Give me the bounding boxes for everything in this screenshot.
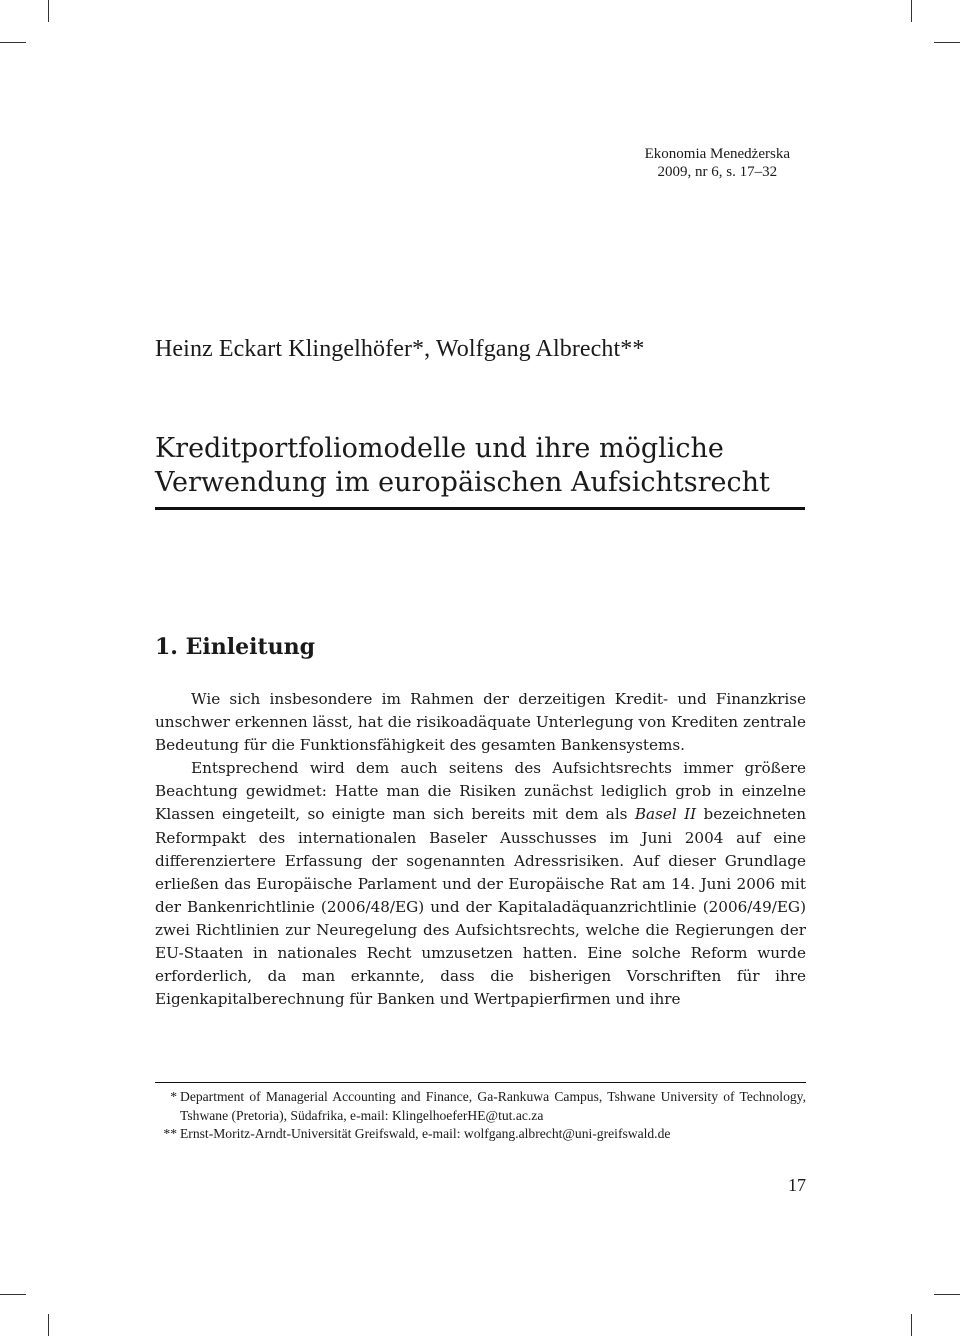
article-title-line-2: Verwendung im europäischen Aufsichtsrecht: [155, 467, 770, 498]
footnote-1: [155, 1088, 806, 1125]
footnotes: [155, 1088, 806, 1144]
title-rule: [155, 507, 805, 510]
crop-mark-bottom-right: [911, 1314, 912, 1336]
crop-mark-bottom-left-horizontal: [0, 1294, 26, 1295]
page-number: 17: [788, 1175, 806, 1195]
crop-mark-bottom-right-horizontal: [934, 1294, 960, 1295]
section-heading: 1. Einleitung: [155, 634, 315, 660]
article-title: [155, 432, 805, 500]
footnote-1-text: Department of Managerial Accounting and Finance, Ga-Rankuwa Campus, Tshwane University of Technology, Tshwane (Pretoria), Südafrika, e-mail: KlingelhoeferHE@tut.ac.za: [180, 1089, 806, 1123]
crop-mark-top-right-horizontal: [934, 42, 960, 43]
crop-mark-top-left: [48, 0, 49, 22]
journal-citation: [645, 145, 790, 181]
footnote-rule: [155, 1082, 806, 1083]
paragraph-2-emphasis: Basel II: [634, 805, 697, 824]
crop-mark-top-left-horizontal: [0, 42, 26, 43]
paragraph-2-part-b: bezeichneten Reformpakt des internationalen Baseler Ausschusses im Juni 2004 auf eine differenziertere Erfassung der sogenannten Adressrisiken. Auf dieser Grundlage erließen das Europäische Parlament und der Europäische Rat am 14. Juni 2006 mit der Bankenrichtlinie (2006/48/EG) und der Kapitaladäquanzrichtlinie (2006/49/EG) zwei Richtlinien zur Neuregelung des Aufsichtsrechts, welche die Regierungen der EU-Staaten in nationales Recht umzusetzen hatten. Eine solche Reform wurde erforderlich, da man erkannte, dass die bisherigen Vorschriften für ihre Eigenkapitalberechnung für Banken und Wertpapierfirmen und ihre: [155, 805, 806, 1009]
journal-issue: 2009, nr 6, s. 17–32: [657, 164, 778, 180]
footnote-2-text: Ernst-Moritz-Arndt-Universität Greifswald, e-mail: wolfgang.albrecht@uni-greifswald.de: [180, 1126, 671, 1141]
body-text: [155, 688, 806, 1011]
authors: Heinz Eckart Klingelhöfer*, Wolfgang Albrecht**: [155, 336, 645, 362]
crop-mark-top-right: [911, 0, 912, 22]
paragraph-2: [155, 757, 806, 1011]
paragraph-2-part-a: Entsprechend wird dem auch seitens des Aufsichtsrechts immer größere Beachtung gewidmet: Hatte man die Risiken zunächst lediglich grob in einzelne Klassen eingeteilt, so einigte man sich bereits mit dem als: [155, 759, 806, 824]
article-title-line-1: Kreditportfoliomodelle und ihre mögliche: [155, 433, 724, 464]
footnote-1-mark: *: [170, 1089, 177, 1104]
footnote-2: [155, 1125, 806, 1144]
crop-mark-bottom-left: [48, 1314, 49, 1336]
paragraph-1: Wie sich insbesondere im Rahmen der derzeitigen Kredit- und Finanzkrise unschwer erkennen lässt, hat die risikoadäquate Unterlegung von Krediten zentrale Bedeutung für die Funktionsfähigkeit des gesamten Bankensystems.: [155, 690, 806, 755]
footnote-2-mark: **: [163, 1126, 177, 1141]
journal-name: Ekonomia Menedżerska: [644, 146, 790, 162]
